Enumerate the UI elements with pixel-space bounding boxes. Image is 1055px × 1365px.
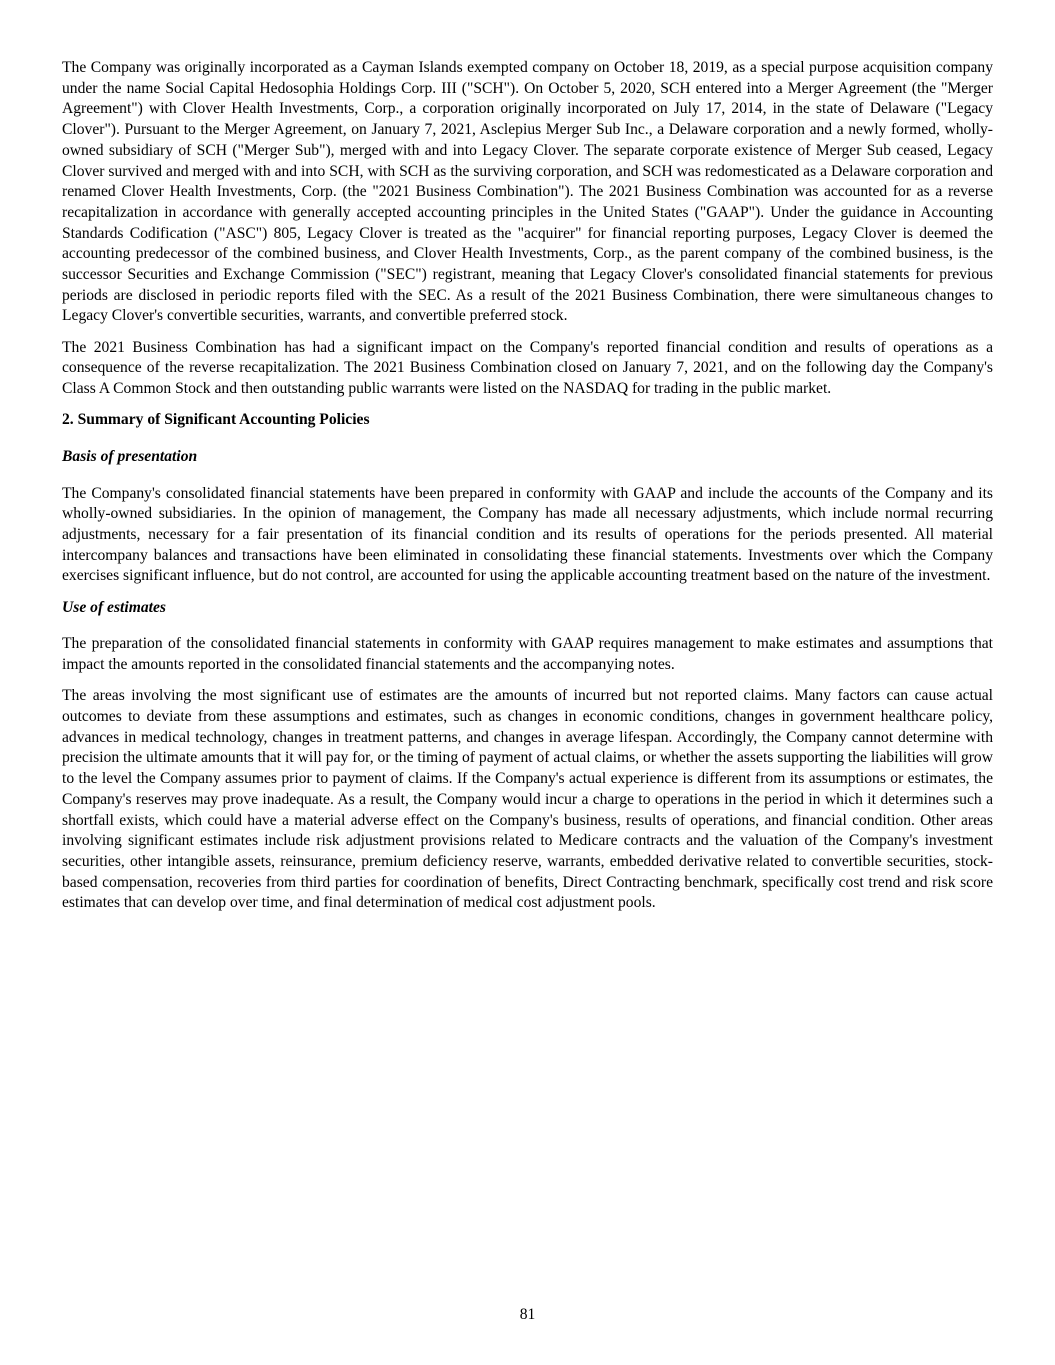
use-of-estimates-paragraph-1: The preparation of the consolidated financial statements in conformity with GAAP requires management to make estimates and assumptions that impact the amounts reported in the consolidated financial statements and the accompanying notes.	[62, 635, 993, 674]
subheading-use-of-estimates: Use of estimates	[62, 598, 166, 616]
use-of-estimates-paragraph-2: The areas involving the most significant use of estimates are the amounts of incurred but not reported claims. Many factors can cause actual outcomes to deviate from these assumptions and estimates, such as changes in economic conditions, changes in government healthcare policy, advances in medical technology, changes in treatment patterns, and changes in average lifespan. Accordingly, the Company cannot determine with precision the ultimate amounts that it will pay for, or the timing of payment of actual claims, or whether the assets supporting the liabilities will grow to the level the Company assumes prior to payment of claims. If the Company's actual experience is different from its assumptions or estimates, the Company's reserves may prove inadequate. As a result, the Company would incur a charge to operations in the period in which it determines such a shortfall exists, which could have a material adverse effect on the Company's business, results of operations, and financial condition. Other areas involving significant estimates include risk adjustment provisions related to Medicare contracts and the valuation of the Company's investment securities, other intangible assets, reinsurance, premium deficiency reserve, warrants, embedded derivative related to convertible securities, stock-based compensation, recoveries from third parties for coordination of benefits, Direct Contracting benchmark, specifically cost trend and risk score estimates that can develop over time, and final determination of medical cost adjustment pools.	[62, 687, 993, 912]
intro-paragraph-2: The 2021 Business Combination has had a significant impact on the Company's reported financial condition and results of operations as a consequence of the reverse recapitalization. The 2021 Business Combination closed on January 7, 2021, and on the following day the Company's Class A Common Stock and then outstanding public warrants were listed on the NASDAQ for trading in the public market.	[62, 338, 993, 398]
basis-of-presentation-paragraph: The Company's consolidated financial statements have been prepared in conformity with GAAP and include the accounts of the Company and its wholly-owned subsidiaries. In the opinion of management, the Company has made all necessary adjustments, which include normal recurring adjustments, necessary for a fair presentation of its financial condition and its results of operations for the periods presented. All material intercompany balances and transactions have been eliminated in consolidating these financial statements. Investments over which the Company exercises significant influence, but do not control, are accounted for using the applicable accounting treatment based on the nature of the investment.	[62, 484, 993, 585]
section-heading-summary-accounting-policies: 2. Summary of Significant Accounting Policies	[62, 411, 370, 429]
page-number: 81	[519, 1306, 536, 1323]
intro-paragraph-1: The Company was originally incorporated as a Cayman Islands exempted company on October 18, 2019, as a special purpose acquisition company under the name Social Capital Hedosophia Holdings Corp. III ("SCH"). On October 5, 2020, SCH entered into a Merger Agreement (the "Merger Agreement") with Clover Health Investments, Corp., a corporation originally incorporated on July 17, 2014, in the state of Delaware ("Legacy Clover"). Pursuant to the Merger Agreement, on January 7, 2021, Asclepius Merger Sub Inc., a Delaware corporation and a newly formed, wholly-owned subsidiary of SCH ("Merger Sub"), merged with and into Legacy Clover. The separate corporate existence of Merger Sub ceased, Legacy Clover survived and merged with and into SCH, with SCH as the surviving corporation, and SCH was redomesticated as a Delaware corporation and renamed Clover Health Investments, Corp. (the "2021 Business Combination"). The 2021 Business Combination was accounted for as a reverse recapitalization in accordance with generally accepted accounting principles in the United States ("GAAP"). Under the guidance in Accounting Standards Codification ("ASC") 805, Legacy Clover is treated as the "acquirer" for financial reporting purposes, Legacy Clover is deemed the accounting predecessor of the combined business, and Clover Health Investments, Corp., as the parent company of the combined business, is the successor Securities and Exchange Commission ("SEC") registrant, meaning that Legacy Clover's consolidated financial statements for previous periods are disclosed in periodic reports filed with the SEC. As a result of the 2021 Business Combination, there were simultaneous changes to Legacy Clover's convertible securities, warrants, and convertible preferred stock.	[62, 59, 993, 325]
subheading-basis-of-presentation: Basis of presentation	[62, 447, 198, 465]
document-page	[62, 58, 993, 925]
